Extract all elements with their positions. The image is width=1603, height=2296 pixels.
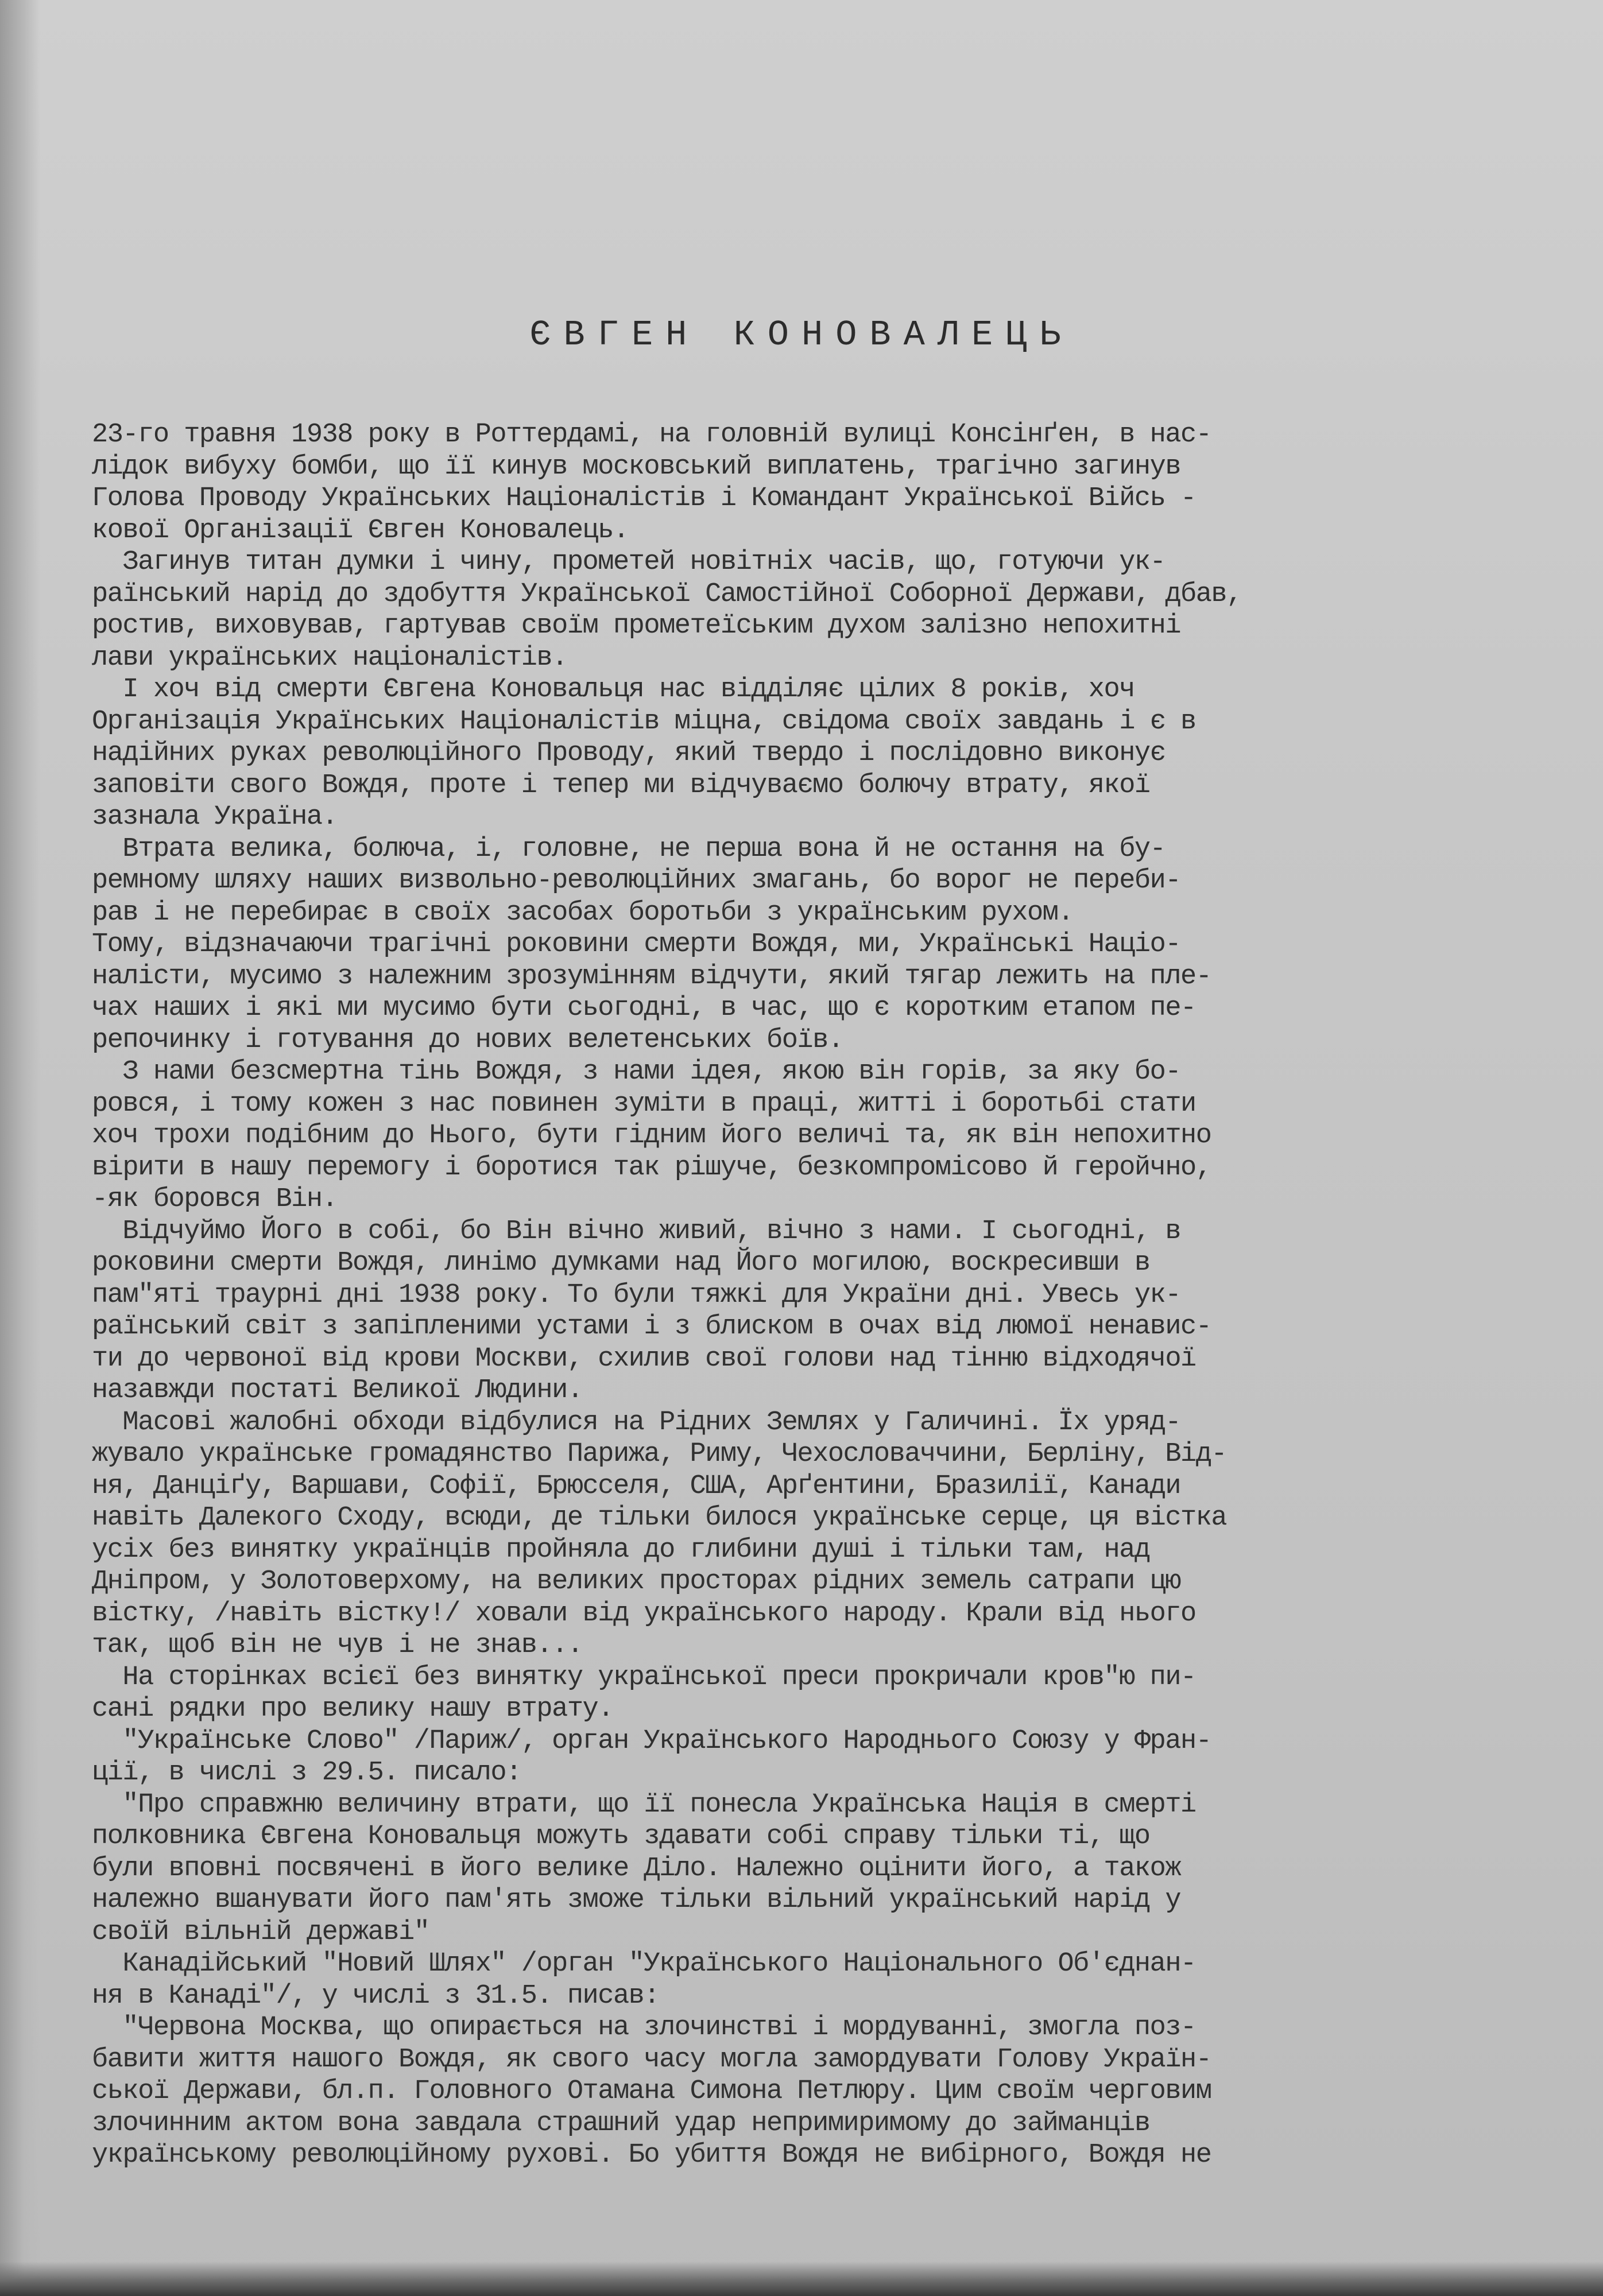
- text-line: "Про справжню величину втрати, що її понесла Українська Нація в смерті: [92, 1789, 1196, 1820]
- text-line: Відчуймо Його в собі, бо Він вічно живий, вічно з нами. І сьогодні, в: [92, 1216, 1181, 1247]
- text-line: І хоч від смерти Євгена Коновальця нас відділяє цілих 8 років, хоч: [92, 674, 1135, 705]
- text-line: Голова Проводу Українських Націоналістів і Командант Української Війсь -: [92, 483, 1196, 514]
- text-line: ремному шляху наших визвольно-революційних змагань, бо ворог не переби-: [92, 866, 1181, 896]
- text-line: хоч трохи подібним до Нього, бути гідним його величі та, як він непохитно: [92, 1120, 1211, 1151]
- text-line: українському революційному рухові. Бо убиття Вождя не вибірного, Вождя не: [92, 2140, 1211, 2170]
- text-line: кової Організації Євген Коновалець.: [92, 515, 629, 546]
- text-line: усіх без винятку українців пройняла до глибини душі і тільки там, над: [92, 1534, 1150, 1565]
- text-line: вірити в нашу перемогу і боротися так рішуче, безкомпромісово й геройчно,: [92, 1152, 1211, 1183]
- text-line: рав і не перебирає в своїх засобах боротьби з українським рухом.: [92, 897, 1074, 928]
- text-line: надійних руках революційного Проводу, який твердо і послідовно виконує: [92, 738, 1166, 769]
- text-line: Загинув титан думки і чину, прометей новітніх часів, що, готуючи ук-: [92, 547, 1166, 577]
- text-line: раїнський нарід до здобуття Української Самостійної Соборної Держави, дбав,: [92, 579, 1242, 610]
- text-line: пам"яті траурні дні 1938 року. То були тяжкі для України дні. Увесь ук-: [92, 1279, 1181, 1310]
- document-body: [92, 419, 1585, 2171]
- text-line: репочинку і готування до нових велетенських боїв.: [92, 1025, 843, 1056]
- text-line: "Українське Слово" /Париж/, орган Українського Народнього Союзу у Фран-: [92, 1725, 1211, 1756]
- text-line: Масові жалобні обходи відбулися на Рідних Землях у Галичині. Їх уряд-: [92, 1407, 1181, 1438]
- text-line: жувало українське громадянство Парижа, Риму, Чехословаччини, Берліну, Від-: [92, 1439, 1227, 1469]
- page-bottom-shadow: [0, 2262, 1603, 2296]
- text-line: ровся, і тому кожен з нас повинен зуміти в праці, житті і боротьбі стати: [92, 1088, 1196, 1119]
- text-line: ростив, виховував, гартував своїм прометеїським духом залізно непохитні: [92, 611, 1181, 641]
- text-line: полковника Євгена Коновальця можуть здавати собі справу тільки ті, що: [92, 1821, 1150, 1852]
- text-line: назавжди постаті Великої Людини.: [92, 1375, 583, 1406]
- text-line: ня в Канаді"/, у числі з 31.5. писав:: [92, 1980, 660, 2011]
- text-line: Організація Українських Націоналістів міцна, свідома своїх завдань і є в: [92, 706, 1196, 737]
- text-line: раїнський світ з запіпленими устами і з блиском в очах від люмої ненавис-: [92, 1312, 1211, 1342]
- text-line: бавити життя нашого Вождя, як свого часу могла замордувати Голову Україн-: [92, 2044, 1211, 2075]
- text-line: заповіти свого Вождя, проте і тепер ми відчуваємо болючу втрату, якої: [92, 770, 1150, 801]
- text-line: Тому, відзначаючи трагічні роковини смерти Вождя, ми, Українські Націо-: [92, 929, 1181, 960]
- text-line: ської Держави, бл.п. Головного Отамана Симона Петлюру. Цим своїм черговим: [92, 2076, 1211, 2107]
- text-line: Канадійський "Новий Шлях" /орган "Українського Національного Об'єднан-: [92, 1949, 1196, 1979]
- text-line: налісти, мусимо з належним зрозумінням відчути, який тягар лежить на пле-: [92, 961, 1211, 992]
- text-line: З нами безсмертна тінь Вождя, з нами ідея, якою він горів, за яку бо-: [92, 1057, 1181, 1087]
- text-line: лідок вибуху бомби, що її кинув московський виплатень, трагічно загинув: [92, 451, 1181, 482]
- text-line: ти до червоної від крови Москви, схилив свої голови над тінню відходячої: [92, 1343, 1196, 1374]
- text-line: зазнала Україна.: [92, 802, 338, 832]
- text-line: роковини смерти Вождя, линімо думками над Його могилою, воскресивши в: [92, 1248, 1150, 1278]
- text-line: ції, в числі з 29.5. писало:: [92, 1758, 521, 1788]
- text-line: лави українських націоналістів.: [92, 642, 567, 673]
- text-line: були вповні посвячені в його велике Діло. Належно оцінити його, а також: [92, 1853, 1181, 1884]
- text-line: навіть Далекого Сходу, всюди, де тільки билося українське серце, ця вістка: [92, 1503, 1227, 1533]
- text-line: 23-го травня 1938 року в Роттердамі, на головній вулиці Консінґен, в нас-: [92, 420, 1211, 450]
- text-line: так, щоб він не чув і не знав...: [92, 1630, 583, 1661]
- text-line: -як боровся Він.: [92, 1184, 338, 1215]
- text-line: належно вшанувати його пам'ять зможе тільки вільний український нарід у: [92, 1885, 1181, 1915]
- text-line: "Червона Москва, що опирається на злочинстві і мордуванні, змогла поз-: [92, 2012, 1196, 2043]
- text-line: злочинним актом вона завдала страшний удар непримиримому до займанців: [92, 2108, 1150, 2139]
- text-line: ня, Данціґу, Варшави, Софії, Брюсселя, США, Арґентини, Бразилії, Канади: [92, 1471, 1181, 1502]
- text-line: чах наших і які ми мусимо бути сьогодні, в час, що є коротким етапом пе-: [92, 993, 1196, 1023]
- text-line: вістку, /навіть вістку!/ ховали від українського народу. Крали від нього: [92, 1598, 1196, 1629]
- text-line: Втрата велика, болюча, і, головне, не перша вона й не остання на бу-: [92, 833, 1166, 864]
- text-line: Дніпром, у Золотоверхому, на великих просторах рідних земель сатрапи цю: [92, 1566, 1181, 1597]
- text-line: На сторінках всієї без винятку української преси прокричали кров"ю пи-: [92, 1662, 1196, 1693]
- text-line: сані рядки про велику нашу втрату.: [92, 1694, 613, 1724]
- document-title: ЄВГЕН КОНОВАЛЕЦЬ: [529, 315, 1074, 355]
- text-line: своїй вільній державі": [92, 1917, 429, 1948]
